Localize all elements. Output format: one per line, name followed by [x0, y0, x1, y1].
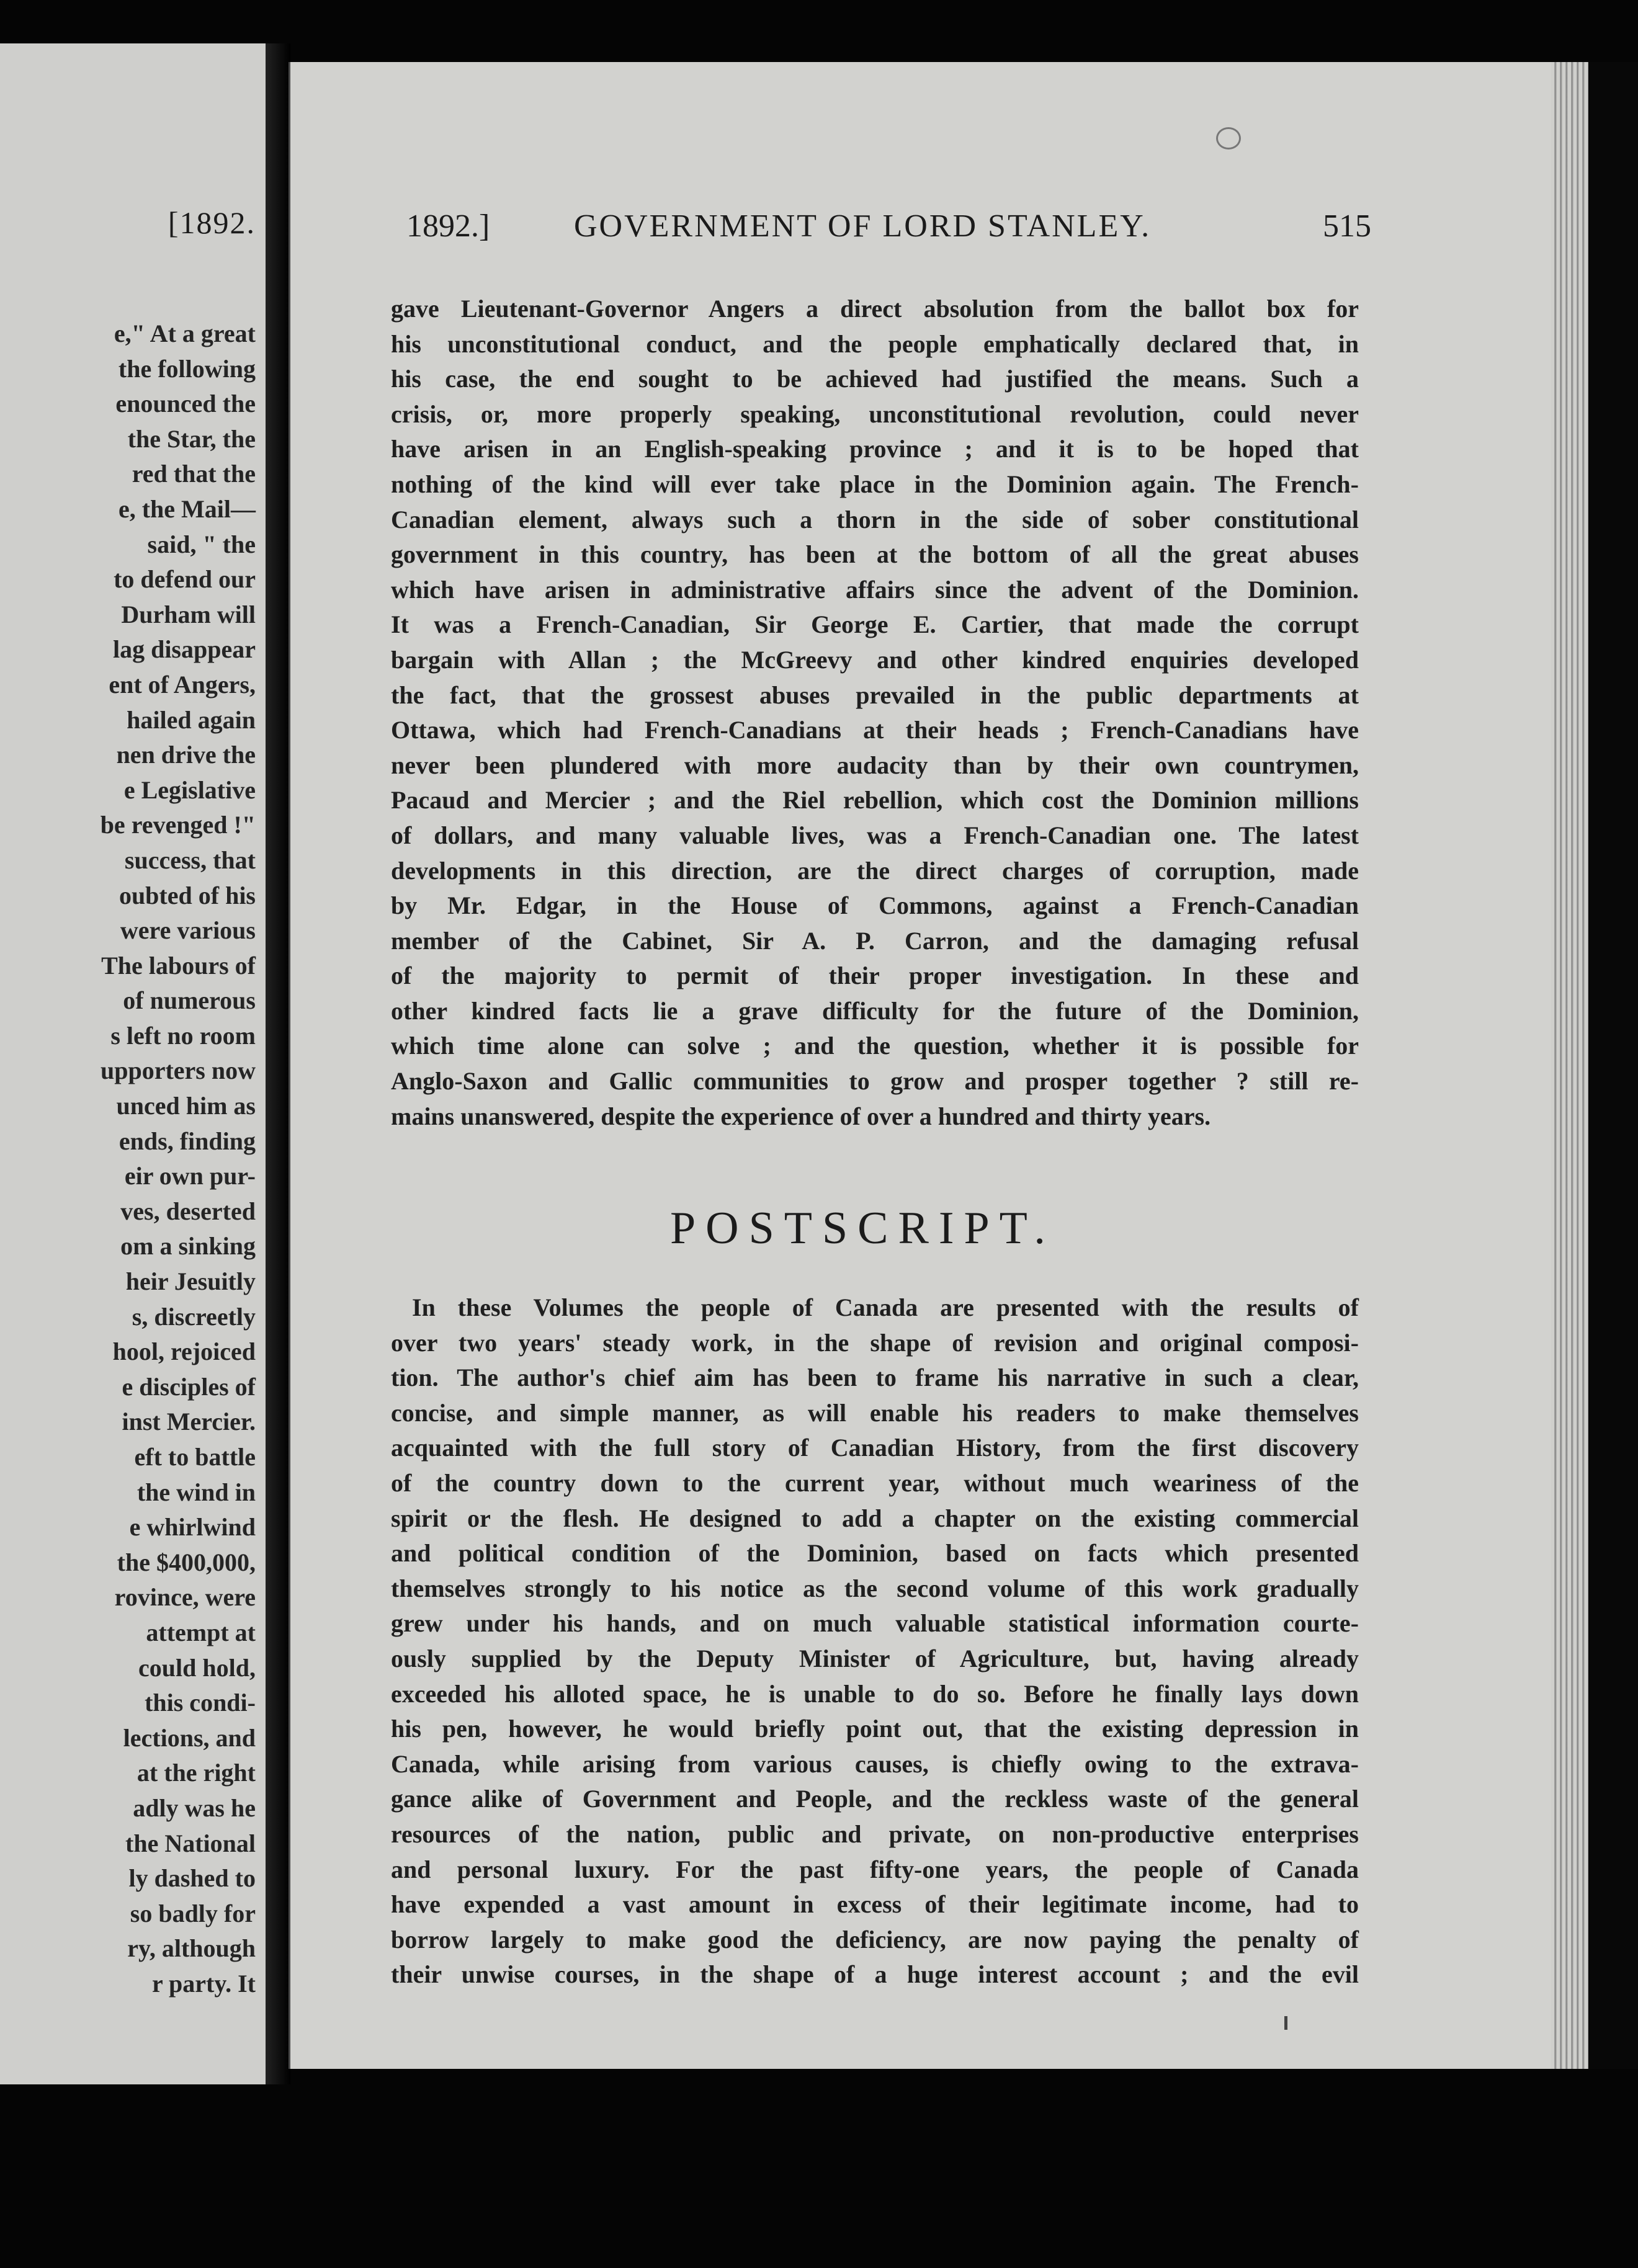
- left-text-line: attempt at: [146, 1618, 256, 1646]
- left-text-line: e Legislative: [123, 775, 256, 804]
- text-line: crisis, or, more properly speaking, unconstitutional revolution, could never: [391, 400, 1359, 428]
- text-line: other kindred facts lie a grave difficulty for the future of the Dominion,: [391, 996, 1359, 1025]
- text-line: gance alike of Government and People, and the reckless waste of the general: [391, 1785, 1359, 1813]
- paragraph-closing-chapter: [391, 292, 1359, 1134]
- left-text-line: to defend our: [114, 565, 256, 594]
- text-line: Canada, while arising from various causes, is chiefly owing to the extrava-: [391, 1749, 1359, 1778]
- text-line: over two years' steady work, in the shape of revision and original composi-: [391, 1328, 1359, 1357]
- text-line: their unwise courses, in the shape of a huge interest account ; and the evil: [391, 1960, 1359, 1989]
- running-head-title: GOVERNMENT OF LORD STANLEY.: [574, 208, 1152, 244]
- left-text-line: e disciples of: [122, 1372, 256, 1401]
- left-text-line: unced him as: [116, 1092, 256, 1120]
- text-line: of dollars, and many valuable lives, was a French-Canadian one. The latest: [391, 821, 1359, 849]
- left-text-line: the following: [118, 354, 256, 383]
- text-line: and personal luxury. For the past fifty-one years, the people of Canada: [391, 1855, 1359, 1883]
- left-text-line: nen drive the: [116, 741, 256, 769]
- text-line: the fact, that the grossest abuses prevailed in the public departments at: [391, 681, 1359, 709]
- text-line: by Mr. Edgar, in the House of Commons, against a French-Canadian: [391, 891, 1359, 920]
- left-text-line: ends, finding: [119, 1127, 256, 1155]
- left-text-line: hool, rejoiced: [112, 1337, 256, 1366]
- text-line: resources of the nation, public and private, on non-productive enterprises: [391, 1819, 1359, 1848]
- page-number: 515: [1323, 208, 1371, 244]
- left-text-line: e, the Mail—: [118, 494, 256, 523]
- text-line: tion. The author's chief aim has been to frame his narrative in such a clear,: [391, 1364, 1359, 1392]
- text-line: have expended a vast amount in excess of their legitimate income, had to: [391, 1890, 1359, 1919]
- book-gutter-shadow: [266, 43, 290, 2084]
- text-line: nothing of the kind will ever take place in the Dominion again. The French-: [391, 470, 1359, 498]
- text-line: of the country down to the current year, without much weariness of the: [391, 1468, 1359, 1497]
- text-line: mains unanswered, despite the experience of over a hundred and thirty years.: [391, 1102, 1211, 1130]
- left-text-line: r party. It: [151, 1969, 256, 1998]
- left-text-line: Durham will: [121, 600, 256, 628]
- left-facing-page: [0, 43, 269, 2084]
- left-text-line: adly was he: [133, 1793, 256, 1822]
- left-text-line: at the right: [136, 1759, 256, 1787]
- left-text-line: eft to battle: [134, 1443, 256, 1471]
- left-text-line: success, that: [124, 846, 256, 874]
- left-text-line: oubted of his: [119, 881, 256, 909]
- left-text-line: said, " the: [147, 530, 256, 558]
- text-line: bargain with Allan ; the McGreevy and other kindred enquiries developed: [391, 645, 1359, 674]
- text-line: spirit or the flesh. He designed to add a chapter on the existing commercial: [391, 1504, 1359, 1532]
- text-line: concise, and simple manner, as will enable his readers to make themselves: [391, 1398, 1359, 1427]
- left-text-line: the $400,000,: [117, 1548, 256, 1576]
- text-line: In these Volumes the people of Canada are presented with the results of: [412, 1293, 1359, 1321]
- left-text-line: s left no room: [110, 1021, 256, 1050]
- text-line: Pacaud and Mercier ; and the Riel rebellion, which cost the Dominion millions: [391, 786, 1359, 815]
- left-text-line: the National: [125, 1829, 256, 1857]
- text-line: government in this country, has been at the bottom of all the great abuses: [391, 540, 1359, 569]
- text-line: Anglo-Saxon and Gallic communities to grow and prosper together ? still re-: [391, 1067, 1359, 1096]
- left-text-line: enounced the: [115, 390, 256, 418]
- left-text-line: could hold,: [138, 1653, 256, 1682]
- page-edges: [1551, 62, 1588, 2069]
- text-line: his case, the end sought to be achieved had justified the means. Such a: [391, 365, 1359, 393]
- text-line: never been plundered with more audacity than by their own countrymen,: [391, 751, 1359, 779]
- text-line: exceeded his alloted space, he is unable to do so. Before he finally lays down: [391, 1679, 1359, 1708]
- text-line: acquainted with the full story of Canadian History, from the first discovery: [391, 1434, 1359, 1462]
- left-text-line: rovince, were: [114, 1583, 256, 1612]
- text-line: gave Lieutenant-Governor Angers a direct absolution from the ballot box for: [391, 295, 1359, 323]
- left-text-line: The labours of: [101, 951, 256, 980]
- text-line: his pen, however, he would briefly point out, that the existing depression in: [391, 1715, 1359, 1743]
- text-line: Canadian element, always such a thorn in the side of sober constitutional: [391, 505, 1359, 534]
- background-edge: [1588, 62, 1638, 2069]
- text-line: which time alone can solve ; and the question, whether it is possible for: [391, 1032, 1359, 1060]
- paragraph-postscript: [391, 1290, 1359, 1993]
- left-text-line: red that the: [132, 460, 256, 488]
- text-line: member of the Cabinet, Sir A. P. Carron, and the damaging refusal: [391, 926, 1359, 955]
- text-line: grew under his hands, and on much valuable statistical information courte-: [391, 1609, 1359, 1638]
- left-text-line: of numerous: [123, 986, 256, 1015]
- left-text-line: so badly for: [130, 1899, 256, 1927]
- left-text-line: were various: [120, 916, 256, 945]
- running-head-year: 1892.]: [406, 208, 490, 244]
- text-line: Ottawa, which had French-Canadians at their heads ; French-Canadians have: [391, 716, 1359, 744]
- left-text-line: the Star, the: [127, 424, 256, 453]
- left-text-line: inst Mercier.: [122, 1408, 256, 1436]
- left-text-line: lag disappear: [112, 635, 256, 664]
- left-page-text-fragments: [101, 316, 256, 2002]
- postscript-heading: POSTSCRIPT.: [670, 1203, 1055, 1254]
- text-line: have arisen in an English-speaking province ; and it is to be hoped that: [391, 435, 1359, 463]
- left-text-line: lections, and: [123, 1723, 256, 1752]
- text-line: ously supplied by the Deputy Minister of Agriculture, but, having already: [391, 1644, 1359, 1672]
- left-text-line: om a sinking: [120, 1232, 256, 1261]
- left-text-line: s, discreetly: [132, 1302, 256, 1331]
- text-line: which have arisen in administrative affairs since the advent of the Dominion.: [391, 575, 1359, 604]
- left-text-line: heir Jesuitly: [125, 1267, 256, 1296]
- left-text-line: ves, deserted: [120, 1197, 256, 1225]
- left-text-line: hailed again: [127, 705, 256, 734]
- left-text-line: e," At a great: [114, 319, 256, 347]
- left-text-line: be revenged !": [100, 811, 256, 839]
- left-text-line: this condi-: [145, 1689, 256, 1717]
- left-text-line: e whirlwind: [129, 1513, 256, 1542]
- left-text-line: the wind in: [136, 1478, 256, 1506]
- left-text-line: eir own pur-: [124, 1162, 256, 1190]
- paper-mark: [1284, 2016, 1287, 2030]
- left-text-line: ry, although: [127, 1934, 256, 1963]
- left-text-line: upporters now: [100, 1056, 256, 1085]
- text-line: It was a French-Canadian, Sir George E. Cartier, that made the corrupt: [391, 610, 1359, 639]
- text-line: developments in this direction, are the direct charges of corruption, made: [391, 856, 1359, 885]
- text-line: and political condition of the Dominion, based on facts which presented: [391, 1539, 1359, 1568]
- running-head: [406, 208, 1371, 257]
- paper-speck: [1216, 127, 1241, 150]
- text-line: his unconstitutional conduct, and the people emphatically declared that, in: [391, 329, 1359, 358]
- left-text-line: ly dashed to: [128, 1864, 256, 1893]
- left-page-header: [1892.: [168, 205, 256, 240]
- text-line: themselves strongly to his notice as the second volume of this work gradually: [391, 1574, 1359, 1602]
- text-line: borrow largely to make good the deficiency, are now paying the penalty of: [391, 1925, 1359, 1953]
- left-text-line: ent of Angers,: [109, 670, 256, 699]
- text-line: of the majority to permit of their proper investigation. In these and: [391, 962, 1359, 990]
